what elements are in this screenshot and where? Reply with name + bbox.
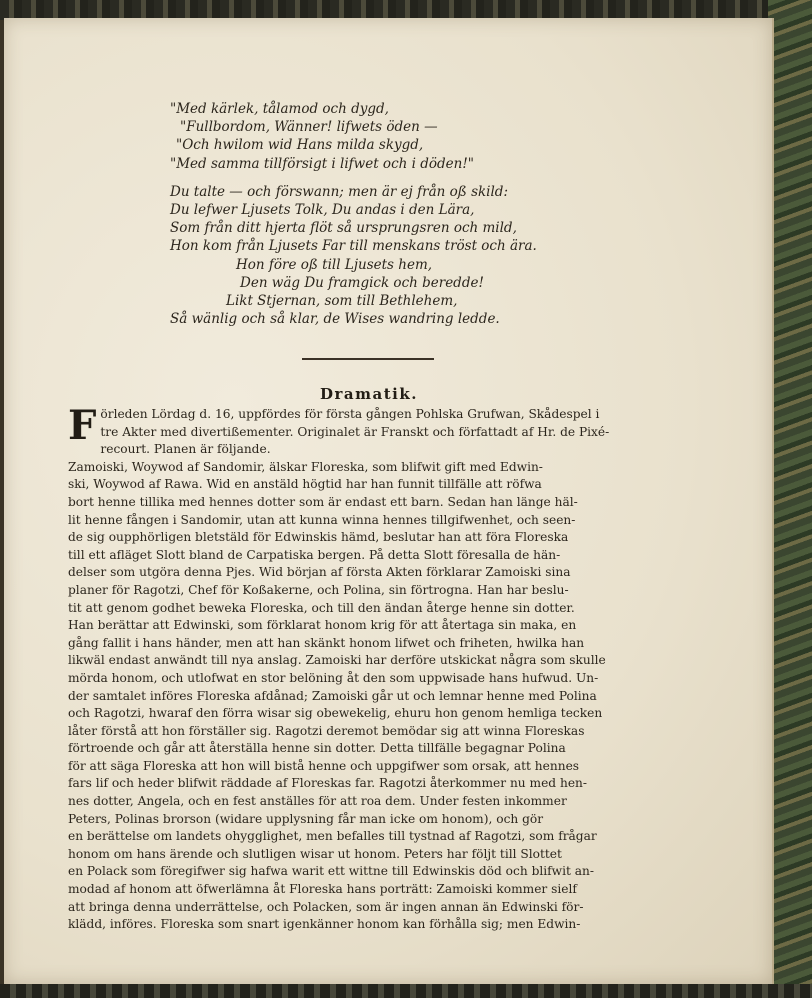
body-line: likwäl endast anwändt till nya anslag. Zamoiski har derföre utskickat några som skulle	[68, 653, 606, 668]
body-line: gång fallit i hans händer, men att han skänkt honom lifwet och friheten, hwilka han	[68, 635, 585, 650]
stanza-gap	[170, 173, 650, 183]
body-line: honom om hans ärende och slutligen wisar ut honom. Peters har följt till Slottet	[68, 846, 562, 861]
poem-line: Likt Stjernan, som till Bethlehem,	[226, 293, 458, 310]
poem-line: "Med samma tillförsigt i lifwet och i döden!"	[170, 155, 474, 172]
body-line: att bringa denna underrättelse, och Polacken, som är ingen annan än Edwinski för-	[68, 899, 584, 914]
body-line: förtroende och går att återställa henne sin dotter. Detta tillfälle begagnar Polina	[68, 741, 566, 756]
body-line: örleden Lördag d. 16, uppfördes för första gången Pohlska Grufwan, Skådespel i	[100, 407, 600, 421]
book-page	[4, 18, 774, 984]
body-line: der samtalet införes Floreska afdånad; Zamoiski går ut och lemnar henne med Polina	[68, 688, 597, 703]
poem-line: Hon kom från Ljusets Far till menskans tröst och ära.	[170, 238, 537, 255]
body-line: fars lif och heder blifwit räddade af Floreskas far. Ragotzi återkommer nu med hen-	[68, 776, 588, 791]
body-line: en Polack som föregifwer sig hafwa warit ett wittne till Edwinskis död och blifwit an-	[68, 864, 595, 879]
section-heading: Dramatik.	[320, 385, 418, 403]
body-line: för att säga Floreska att hon will bistå henne och uppgifwer som orsak, att hennes	[68, 758, 580, 773]
poem-line: "Och hwilom wid Hans milda skygd,	[176, 137, 424, 154]
body-line: tit att genom godhet beweka Floreska, och till den ändan återge henne sin dotter.	[68, 600, 575, 615]
poem-block	[170, 100, 650, 328]
poem-line: Som från ditt hjerta flöt så ursprungsren och mild,	[170, 220, 517, 237]
section-divider	[302, 358, 434, 360]
body-line: lit henne fången i Sandomir, utan att kunna winna hennes tillgifwenhet, och seen-	[68, 512, 576, 527]
book-edge-top	[0, 0, 812, 20]
article-body	[68, 402, 688, 934]
body-line: klädd, införes. Floreska som snart igenkänner honom kan förhålla sig; men Edwin-	[68, 917, 581, 932]
body-line: Peters, Polinas brorson (widare upplysning får man icke om honom), och gör	[68, 811, 544, 826]
body-line: modad af honom att öfwerlämna åt Floreska hans porträtt: Zamoiski kommer sielf	[68, 882, 577, 897]
poem-line: Den wäg Du framgick och beredde!	[240, 274, 484, 291]
poem-line: "Fullbordom, Wänner! lifwets öden —	[180, 119, 438, 136]
body-line: tre Akter med divertißementer. Originalet är Franskt och författadt af Hr. de Pixé-	[100, 424, 610, 439]
body-line: de sig oupphörligen bletstäld för Edwinskis hämd, beslutar han att föra Floreska	[68, 530, 569, 545]
body-line: mörda honom, och utlofwat en stor belöning åt den som uppwisade hans hufwud. Un-	[68, 670, 599, 685]
poem-line: Hon före oß till Ljusets hem,	[236, 256, 433, 273]
body-line: nes dotter, Angela, och en fest anställes för att roa dem. Under festen inkommer	[68, 794, 567, 809]
body-line: Han berättar att Edwinski, som förklarat honom krig för att återtaga sin maka, en	[68, 618, 577, 633]
book-spine	[768, 0, 812, 998]
poem-line: Så wänlig och så klar, de Wises wandring ledde.	[170, 311, 500, 328]
poem-line: "Med kärlek, tålamod och dygd,	[170, 101, 389, 117]
body-line: planer för Ragotzi, Chef för Koßakerne, och Polina, sin förtrogna. Han har beslu-	[68, 582, 569, 597]
poem-line: Du lefwer Ljusets Tolk, Du andas i den Lära,	[170, 202, 475, 219]
book-edge-bottom	[0, 984, 812, 998]
body-line: delser som utgöra denna Pjes. Wid början af första Akten förklarar Zamoiski sina	[68, 565, 571, 580]
drop-cap: F	[68, 402, 97, 449]
body-line: ski, Woywod af Rawa. Wid en anstäld högtid har han funnit tillfälle att röfwa	[68, 477, 542, 492]
body-line: en berättelse om landets ohygglighet, men befalles till tystnad af Ragotzi, som frågar	[68, 829, 597, 844]
body-line: till ett afläget Slott bland de Carpatiska bergen. På detta Slott föresalla de hän-	[68, 547, 561, 562]
body-line: låter förstå att hon förställer sig. Ragotzi deremot bemödar sig att winna Floreskas	[68, 723, 585, 738]
poem-line: Du talte — och förswann; men är ej från oß skild:	[170, 183, 509, 200]
body-line: Zamoiski, Woywod af Sandomir, älskar Floreska, som blifwit gift med Edwin-	[68, 459, 543, 474]
body-line: bort henne tillika med hennes dotter som är endast ett barn. Sedan han länge häl-	[68, 494, 578, 509]
body-line: och Ragotzi, hwaraf den förra wisar sig obewekelig, ehuru hon genom hemliga tecken	[68, 706, 603, 721]
body-line: recourt. Planen är följande.	[100, 442, 271, 457]
